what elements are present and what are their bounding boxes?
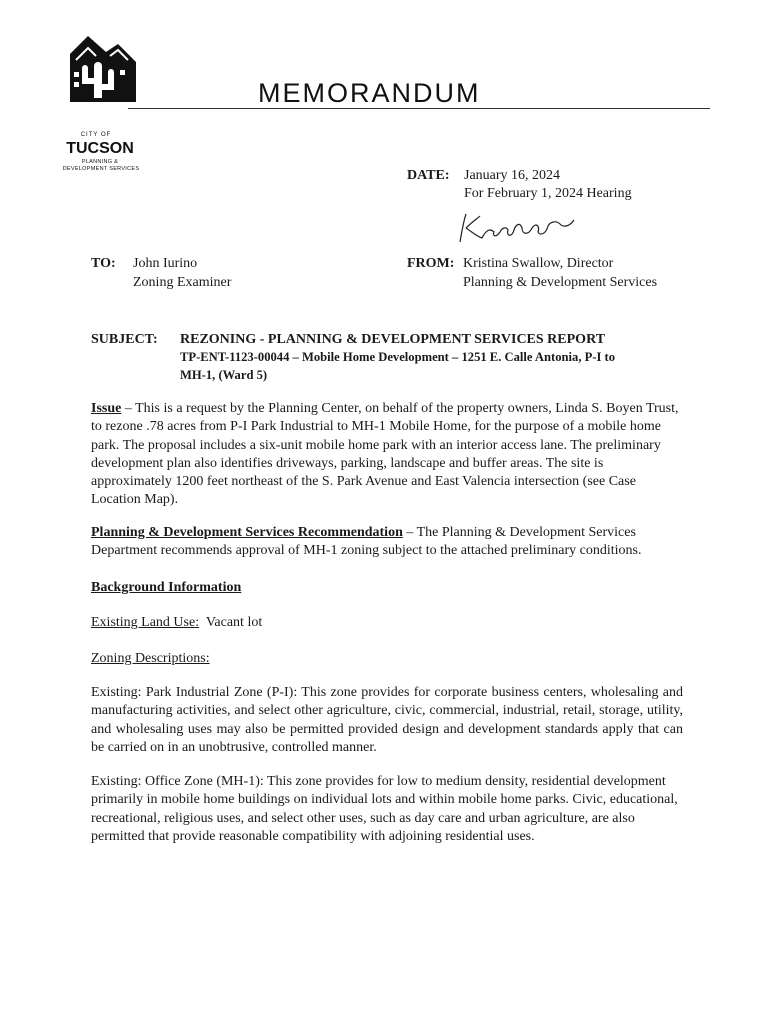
logo-city-of-text: CITY OF: [80, 132, 112, 138]
land-use-value: Vacant lot: [205, 615, 263, 630]
zone-pi-paragraph: [91, 684, 683, 757]
existing-land-use: [91, 613, 262, 632]
to-label: TO:: [91, 256, 116, 271]
land-use-label: Existing Land Use:: [91, 615, 200, 630]
to-title: Zoning Examiner: [133, 275, 232, 290]
director-signature: [452, 208, 582, 248]
issue-heading: Issue: [91, 401, 122, 416]
tucson-cactus-mountain-logo-icon: [66, 32, 138, 106]
subject-line3: MH-1, (Ward 5): [180, 368, 268, 382]
zone-mh1-text: Existing: Office Zone (MH-1): This zone provides for low to medium density, residential development primarily in mobile home buildings on individual lots and within mobile home parks. Civic, educational, recreational, religious uses, and select other uses, such as day care and urban agriculture, are also permitted that provide reasonable compatibility with adjoining residential uses.: [91, 774, 678, 844]
issue-text: – This is a request by the Planning Center, on behalf of the property owners, Linda S. Boyen Trust, to rezone .78 acres from P-I Park Industrial to MH-1 Mobile Home, for the purpose of a mobile home park. The proposal includes a six-unit mobile home park with an interior access lane. The preliminary development plan also identifies driveways, parking, landscape and buffer areas. The site is approximately 1200 feet northeast of the S. Park Avenue and East Valencia intersection (see Case Location Map).: [91, 401, 679, 508]
zone-mh1-paragraph: [91, 773, 683, 846]
issue-paragraph: [91, 400, 683, 510]
logo-tucson-text: TUCSON: [66, 140, 134, 157]
subject-line1: REZONING - PLANNING & DEVELOPMENT SERVICES REPORT: [180, 332, 606, 347]
header-divider: [128, 108, 710, 109]
subject-line2: TP-ENT-1123-00044 – Mobile Home Development – 1251 E. Calle Antonia, P-I to: [180, 350, 616, 364]
memo-title: MEMORANDUM: [258, 78, 481, 108]
from-name: Kristina Swallow, Director: [463, 256, 614, 271]
logo-dept-line2: DEVELOPMENT SERVICES: [62, 166, 140, 172]
to-name: John Iurino: [133, 256, 198, 271]
hearing-date: For February 1, 2024 Hearing: [464, 186, 632, 201]
zoning-descriptions-label: Zoning Descriptions:: [91, 651, 210, 666]
recommendation-text: – The Planning & Development Services Department recommends approval of MH-1 zoning subject to the attached preliminary conditions.: [91, 525, 642, 559]
date-label: DATE:: [407, 168, 450, 183]
date-value: January 16, 2024: [464, 168, 561, 183]
from-title: Planning & Development Services: [463, 275, 658, 290]
city-of-tucson-logo: [60, 30, 146, 172]
logo-dept-line1: PLANNING &: [81, 159, 119, 165]
background-heading: Background Information: [91, 580, 242, 595]
zone-pi-text: Existing: Park Industrial Zone (P-I): This zone provides for corporate business centers, wholesaling and manufacturing activities, and select other agriculture, civic, commercial, industrial, retail, storage, utility, and wholesaling uses may also be permitted provided design and development standards apply that can be carried on in an unobtrusive, controlled manner.: [91, 685, 683, 755]
from-label: FROM:: [407, 256, 455, 271]
recommendation-heading: Planning & Development Services Recommendation: [91, 525, 403, 540]
recommendation-paragraph: [91, 524, 683, 561]
subject-label: SUBJECT:: [91, 332, 158, 347]
